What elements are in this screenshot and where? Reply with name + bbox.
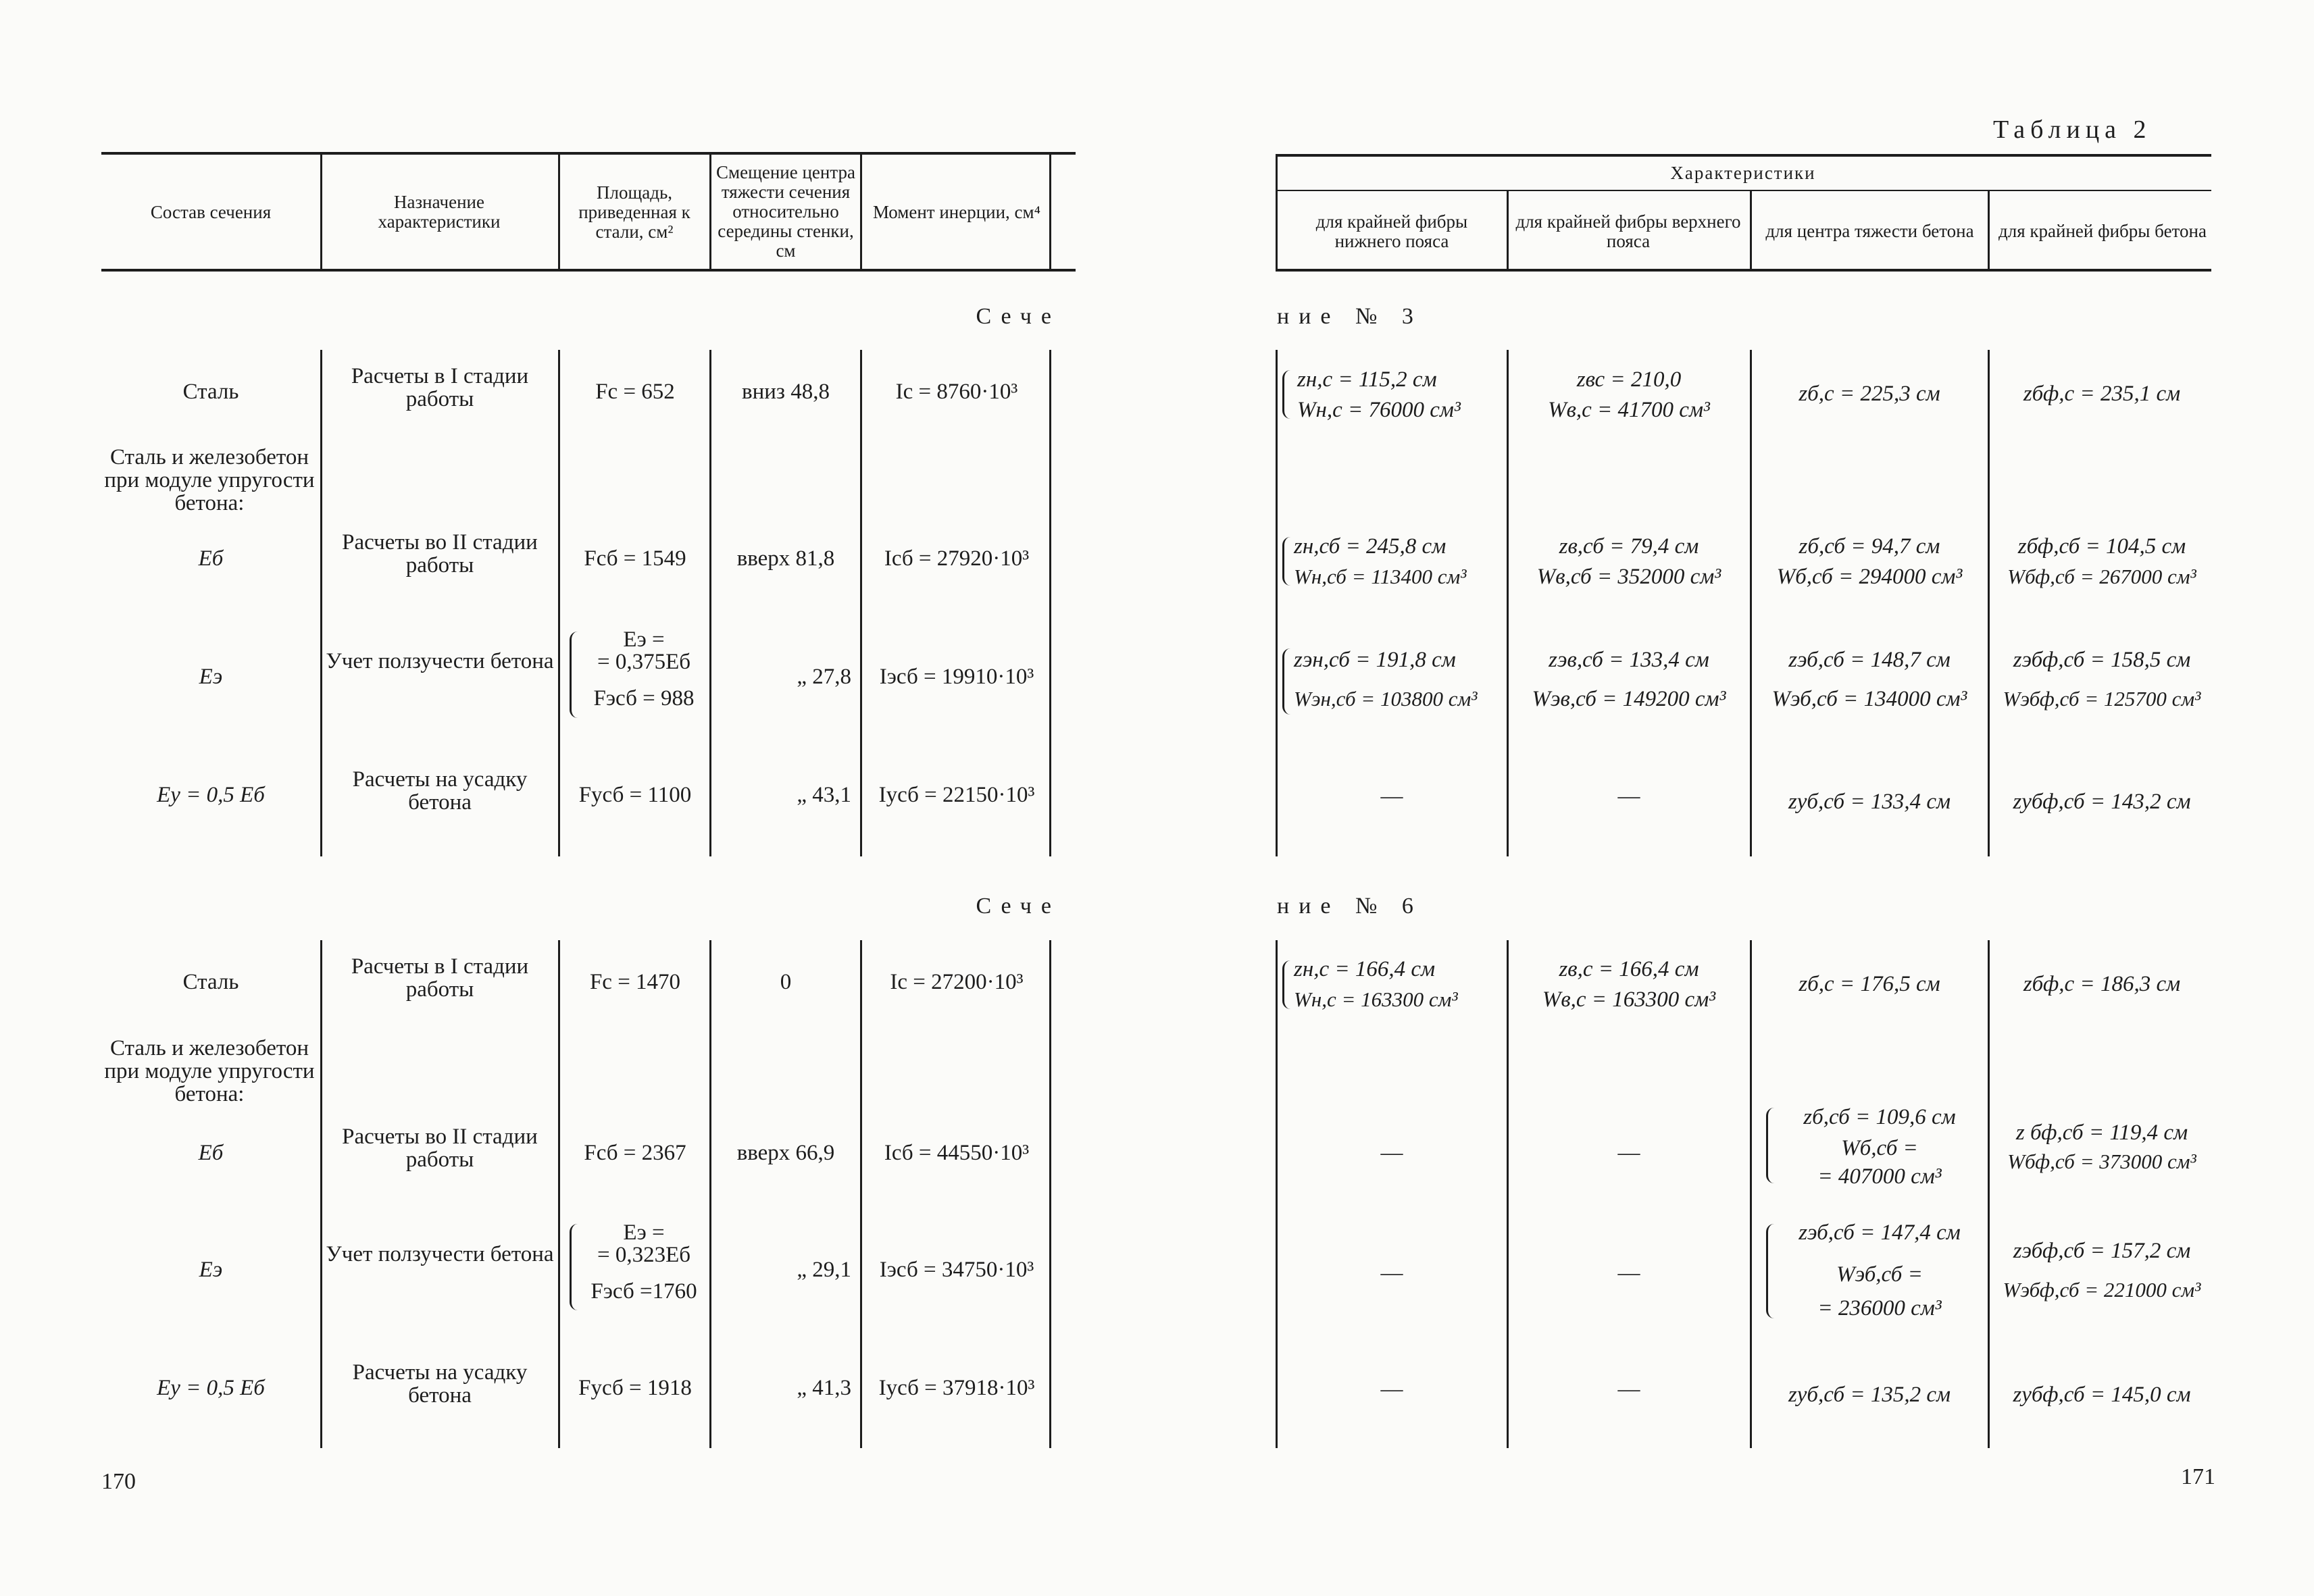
s3-r3-moment: Iсб = 27920·10³ xyxy=(884,546,1030,571)
s3-r4-bottom: — xyxy=(1380,784,1403,808)
s6-r5-area: Fусб = 1918 xyxy=(578,1376,692,1400)
s3-r2-top-w: Wв,сб = 352000 см³ xyxy=(1536,565,1721,589)
col-divider xyxy=(1049,154,1051,269)
s3-r3-purpose: Расчеты во II стадии работы xyxy=(342,530,538,577)
s6-r2-center-z: zб,сб = 109,6 см xyxy=(1803,1105,1956,1129)
col-divider xyxy=(1750,940,1752,1448)
s6-r3-center-w1: Wэб,сб = xyxy=(1836,1262,1923,1287)
s3-r2-center-w: Wб,сб = 294000 см³ xyxy=(1776,565,1963,589)
s6-r3-fiber-z: zэбф,сб = 157,2 см xyxy=(2013,1239,2191,1263)
s3-r4-area-l2: = 0,375Eб xyxy=(597,650,691,674)
s6-r3-fiber-w: Wэбф,сб = 221000 см³ xyxy=(2003,1278,2201,1302)
s3-r4-area-l1: Eэ = xyxy=(623,627,665,652)
col-divider xyxy=(860,154,862,269)
s3-r5-area: Fусб = 1100 xyxy=(578,783,692,807)
col-divider xyxy=(1988,350,1990,856)
s6-r5-composition: Еу = 0,5 Еб xyxy=(157,1376,265,1400)
header-area: Площадь, приведенная к стали, см² xyxy=(578,182,690,242)
s3-r1-fiber-z: zбф,с = 235,1 см xyxy=(2023,382,2181,406)
header-bottom-fiber: для крайней фибры нижнего пояса xyxy=(1315,211,1468,251)
s6-r3-purpose: Расчеты во II стадии работы xyxy=(342,1125,538,1172)
col-divider xyxy=(709,350,711,856)
col-divider xyxy=(1049,940,1051,1448)
s6-r1-shift: 0 xyxy=(780,970,792,994)
s3-r1-purpose: Расчеты в I стадии работы xyxy=(351,364,529,411)
s6-r3-top: — xyxy=(1617,1261,1640,1285)
group-rule xyxy=(1276,190,2211,191)
col-divider xyxy=(860,940,862,1448)
s3-r1-top-w: Wв,с = 41700 см³ xyxy=(1548,398,1710,422)
s3-r3-bottom-z: zэн,сб = 191,8 см xyxy=(1294,648,1456,672)
page-number-left: 170 xyxy=(101,1469,136,1494)
col-divider xyxy=(709,940,711,1448)
s6-r4-area-l1: Eэ = xyxy=(623,1220,665,1245)
col-divider xyxy=(1276,350,1278,856)
s3-r3-top-w: Wэв,сб = 149200 см³ xyxy=(1532,687,1726,711)
s6-r3-center-z: zэб,сб = 147,4 см xyxy=(1799,1220,1961,1245)
s3-r3-shift: вверх 81,8 xyxy=(736,546,835,571)
s6-r5-shift: „ 41,3 xyxy=(797,1376,851,1400)
header-concrete-fiber: для крайней фибры бетона xyxy=(1998,221,2207,241)
s3-r3-fiber-z: zэбф,сб = 158,5 см xyxy=(2013,648,2191,672)
s6-r4-center: zуб,сб = 135,2 см xyxy=(1788,1383,1951,1407)
s6-r3-moment: Iсб = 44550·10³ xyxy=(884,1141,1030,1165)
col-divider xyxy=(1507,191,1509,270)
s3-r2-fiber-z: zбф,сб = 104,5 см xyxy=(2017,534,2186,559)
table-title: Таблица 2 xyxy=(1993,115,2152,144)
s3-r1-shift: вниз 48,8 xyxy=(742,380,830,404)
s3-r1-area: Fс = 652 xyxy=(595,380,675,404)
section6-label-right: ние № 6 xyxy=(1277,894,1423,919)
s6-r5-moment: Iусб = 37918·10³ xyxy=(878,1376,1035,1400)
header-shift: Смещение центра тяжести сечения относительно середины стенки, см xyxy=(716,161,855,261)
col-divider xyxy=(320,154,322,269)
s3-r3-area: Fсб = 1549 xyxy=(584,546,686,571)
s3-r4-center: zуб,сб = 133,4 см xyxy=(1788,790,1951,814)
s6-r1-top-z: zв,с = 166,4 см xyxy=(1559,957,1699,981)
s3-r1-bottom-w: Wн,с = 76000 см³ xyxy=(1297,398,1461,422)
s6-r4-fiber: zубф,сб = 145,0 см xyxy=(2013,1383,2191,1407)
s3-r2-fiber-w: Wбф,сб = 267000 см³ xyxy=(2007,565,2196,588)
s3-r4-composition: Еэ xyxy=(199,665,223,689)
col-divider xyxy=(1988,191,1990,270)
s3-r1-bottom-z: zн,с = 115,2 см xyxy=(1297,367,1437,392)
header-moment: Момент инерции, см⁴ xyxy=(872,201,1041,222)
col-divider xyxy=(1276,940,1278,1448)
s6-r5-purpose: Расчеты на усадку бетона xyxy=(352,1360,528,1408)
col-divider xyxy=(1507,350,1509,856)
col-divider xyxy=(320,940,322,1448)
s3-r5-moment: Iусб = 22150·10³ xyxy=(878,783,1035,807)
s3-r4-shift: „ 27,8 xyxy=(797,665,851,689)
s6-r2-composition: Сталь и железобетон при модуле упругости бетона: xyxy=(104,1036,315,1106)
s6-r1-area: Fс = 1470 xyxy=(589,970,681,994)
s3-r1-center-z: zб,с = 225,3 см xyxy=(1799,382,1940,406)
col-divider xyxy=(709,154,711,269)
s3-r3-center-z: zэб,сб = 148,7 см xyxy=(1788,648,1951,672)
s3-r1-composition: Сталь xyxy=(182,380,239,404)
col-divider xyxy=(1988,940,1990,1448)
s3-r4-purpose: Учет ползучести бетона xyxy=(326,649,554,673)
col-divider xyxy=(558,940,560,1448)
s3-r2-bottom-z: zн,сб = 245,8 см xyxy=(1294,534,1447,559)
s6-r3-center-w2: = 236000 см³ xyxy=(1817,1296,1942,1320)
s3-r3-fiber-w: Wэбф,сб = 125700 см³ xyxy=(2003,687,2201,711)
s3-r2-top-z: zв,сб = 79,4 см xyxy=(1559,534,1699,559)
s6-r1-purpose: Расчеты в I стадии работы xyxy=(351,954,529,1002)
s6-r2-center-w1: Wб,сб = xyxy=(1841,1136,1918,1160)
s6-r1-bottom-z: zн,с = 166,4 см xyxy=(1294,957,1436,981)
s3-r5-purpose: Расчеты на усадку бетона xyxy=(352,767,528,815)
s6-r3-bottom: — xyxy=(1380,1261,1403,1285)
s3-r4-area-l3: Fэсб = 988 xyxy=(593,686,695,711)
section6-label-left: Сече xyxy=(976,894,1061,919)
col-divider xyxy=(1750,350,1752,856)
s6-r4-purpose: Учет ползучести бетона xyxy=(326,1242,554,1266)
header-purpose: Назначение характеристики xyxy=(378,192,501,232)
s3-r2-center-z: zб,сб = 94,7 см xyxy=(1799,534,1940,559)
s3-r1-top-z: zвс = 210,0 xyxy=(1576,367,1682,392)
page-number-right: 171 xyxy=(2181,1464,2215,1489)
top-rule xyxy=(101,152,1076,155)
s3-r2-composition: Сталь и железобетон при модуле упругости бетона: xyxy=(104,445,315,515)
col-divider xyxy=(558,154,560,269)
value-brace xyxy=(1282,537,1291,586)
value-brace xyxy=(1282,648,1291,715)
col-divider xyxy=(1507,940,1509,1448)
col-divider xyxy=(1049,350,1051,856)
header-top-fiber: для крайней фибры верхнего пояса xyxy=(1515,211,1741,251)
s6-r4-shift: „ 29,1 xyxy=(797,1258,851,1282)
s3-r5-composition: Еу = 0,5 Еб xyxy=(157,783,265,807)
s6-r2-center-w2: = 407000 см³ xyxy=(1817,1164,1942,1189)
s6-r1-fiber-z: zбф,с = 186,3 см xyxy=(2023,972,2181,996)
col-divider xyxy=(860,350,862,856)
s6-r1-top-w: Wв,с = 163300 см³ xyxy=(1542,987,1716,1012)
header-concrete-center: для центра тяжести бетона xyxy=(1765,221,1974,241)
s3-r4-top: — xyxy=(1617,784,1640,808)
s3-r2-bottom-w: Wн,сб = 113400 см³ xyxy=(1294,565,1467,588)
s6-r3-area: Fсб = 2367 xyxy=(584,1141,686,1165)
s6-r2-fiber-w: Wбф,сб = 373000 см³ xyxy=(2007,1150,2196,1173)
s6-r4-bottom: — xyxy=(1380,1377,1403,1401)
col-divider xyxy=(320,350,322,856)
s3-r5-shift: „ 43,1 xyxy=(797,783,851,807)
s6-r4-area-l2: = 0,323Eб xyxy=(597,1243,691,1267)
s6-r1-center-z: zб,с = 176,5 см xyxy=(1799,972,1940,996)
s3-r4-fiber: zубф,сб = 143,2 см xyxy=(2013,790,2191,814)
s6-r4-top: — xyxy=(1617,1377,1640,1401)
s6-r4-area-l3: Fэсб =1760 xyxy=(590,1279,697,1304)
s3-r3-center-w: Wэб,сб = 134000 см³ xyxy=(1771,687,1967,711)
s6-r2-bottom: — xyxy=(1380,1141,1403,1165)
section3-label-right: ние № 3 xyxy=(1277,304,1423,329)
col-divider xyxy=(1750,191,1752,270)
s6-r3-shift: вверх 66,9 xyxy=(736,1141,835,1165)
s6-r2-fiber-z: z бф,сб = 119,4 см xyxy=(2015,1121,2188,1145)
s3-r3-bottom-w: Wэн,сб = 103800 см³ xyxy=(1294,687,1478,711)
s6-r2-top: — xyxy=(1617,1141,1640,1165)
s3-r4-moment: Iэсб = 19910·10³ xyxy=(879,665,1034,689)
value-brace xyxy=(1282,370,1291,419)
section3-label-left: Сече xyxy=(976,304,1061,329)
s6-r4-composition: Еэ xyxy=(199,1258,223,1282)
s6-r1-bottom-w: Wн,с = 163300 см³ xyxy=(1294,987,1458,1011)
header-bottom-rule xyxy=(1276,269,2211,272)
header-bottom-rule xyxy=(101,269,1076,272)
header-composition: Состав сечения xyxy=(150,201,272,222)
value-brace xyxy=(1282,960,1291,1009)
col-divider xyxy=(558,350,560,856)
s6-r3-composition: Еб xyxy=(198,1141,224,1165)
s6-r1-moment: Iс = 27200·10³ xyxy=(890,970,1024,994)
top-rule xyxy=(1276,154,2211,157)
s3-r3-top-z: zэв,сб = 133,4 см xyxy=(1549,648,1709,672)
group-header: Характеристики xyxy=(1670,162,1816,183)
s6-r4-moment: Iэсб = 34750·10³ xyxy=(879,1258,1034,1282)
s3-r3-composition: Еб xyxy=(198,546,224,571)
s3-r1-moment: Iс = 8760·10³ xyxy=(895,380,1018,404)
s6-r1-composition: Сталь xyxy=(182,970,239,994)
